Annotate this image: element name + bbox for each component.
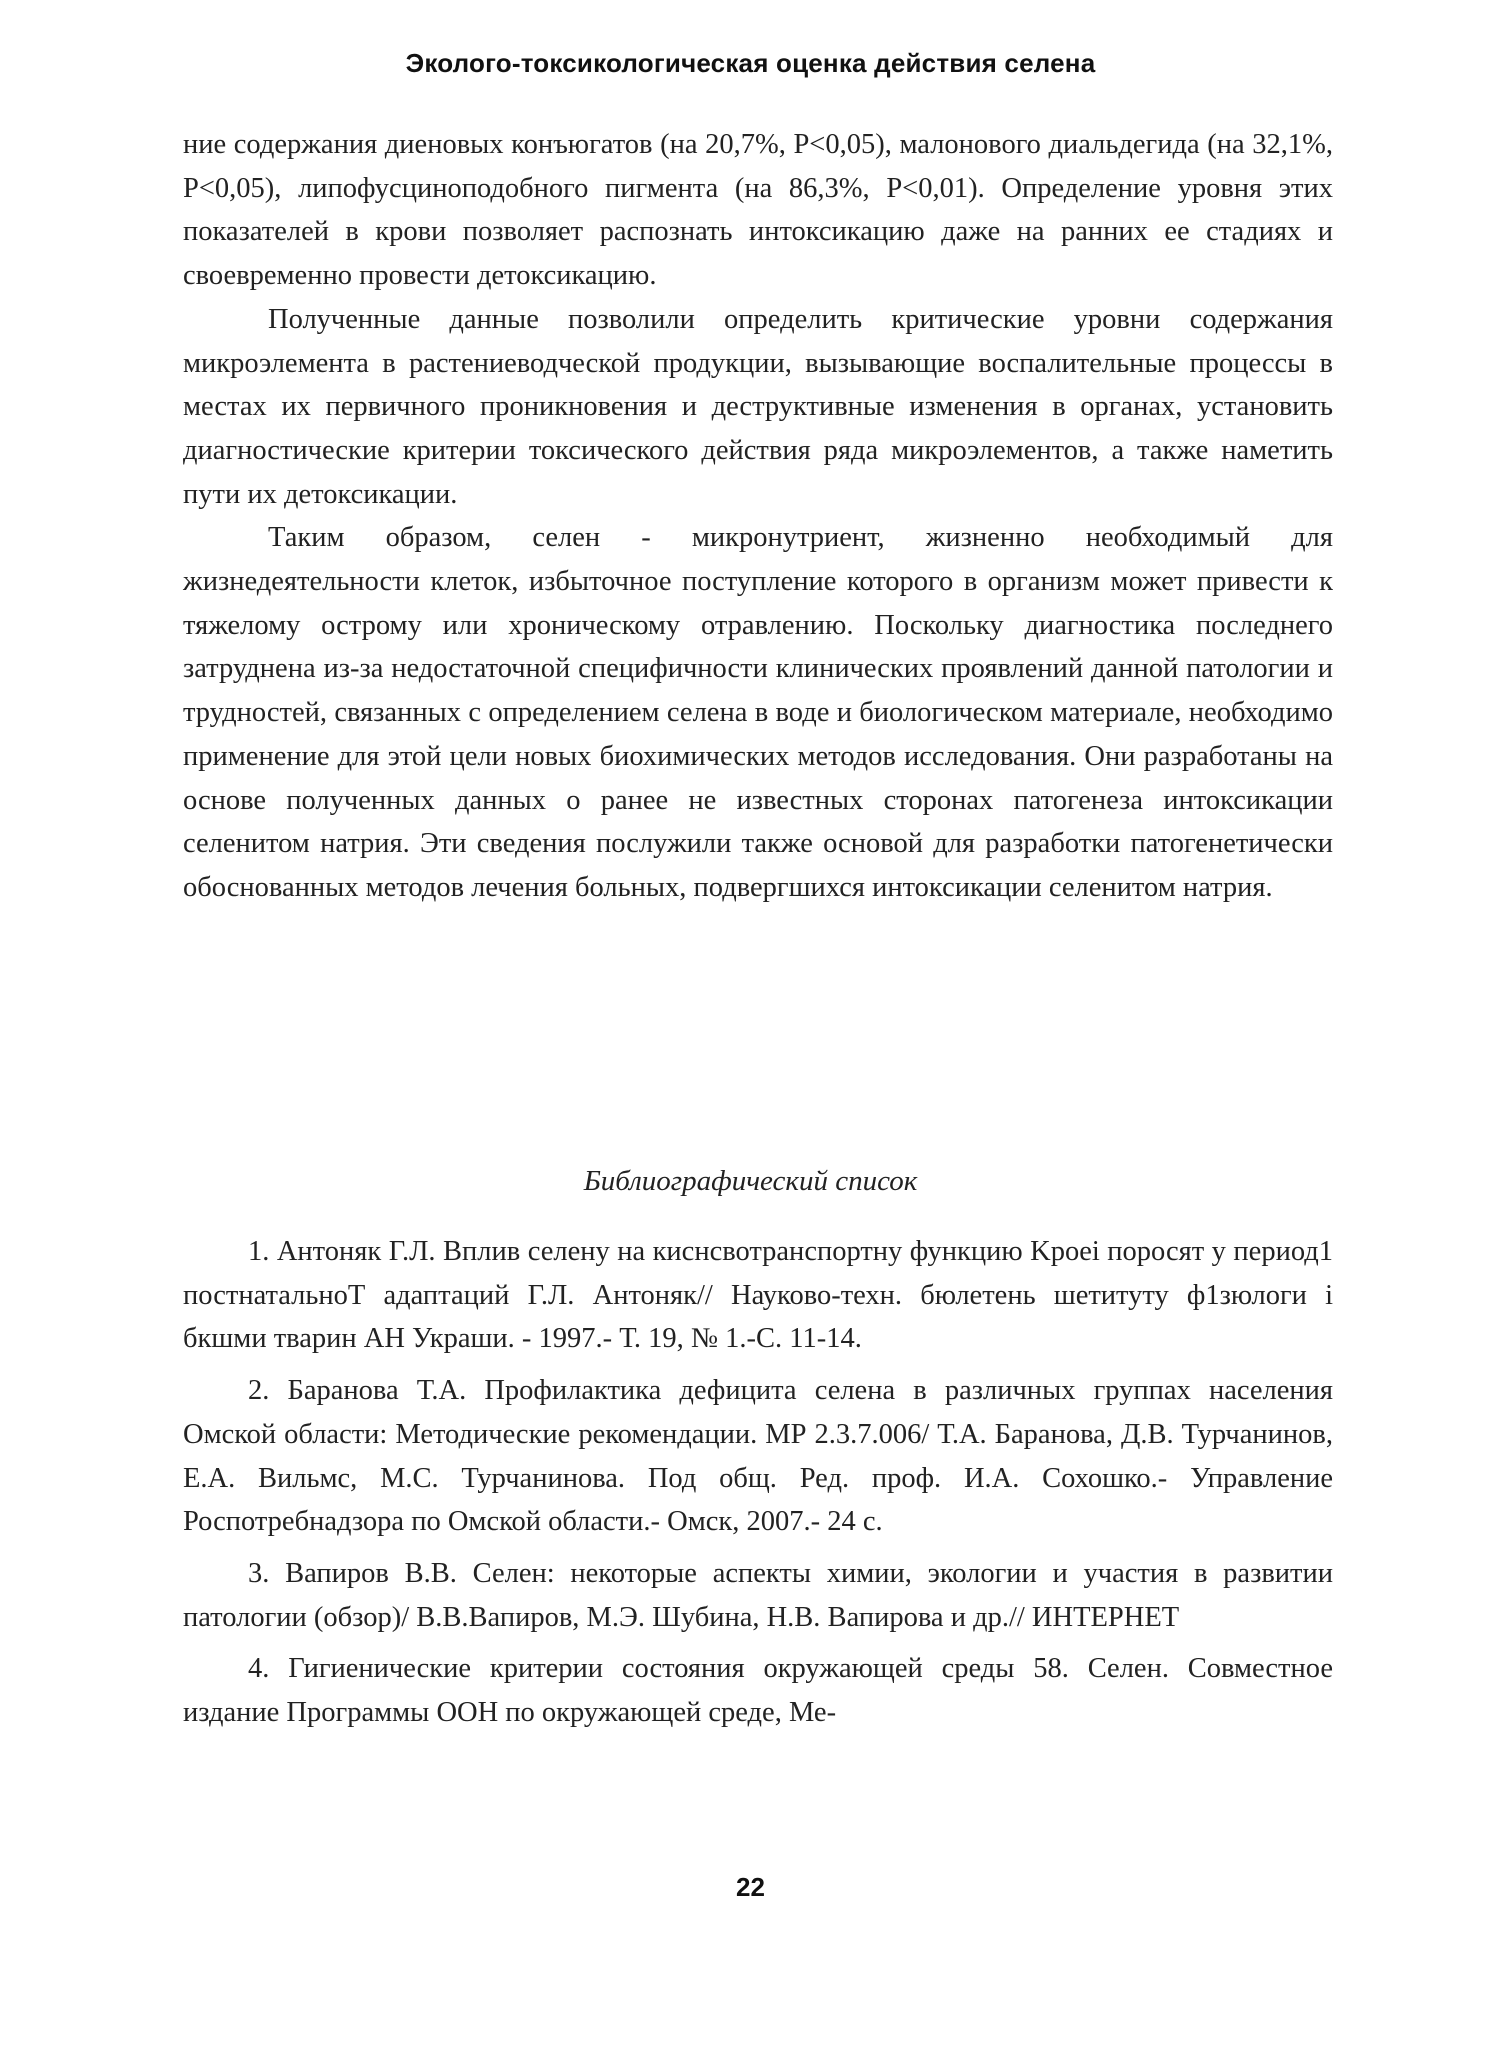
running-header: Эколого-токсикологическая оценка действия селена: [405, 48, 1096, 78]
paragraph-critical-levels: Полученные данные позволили определить критические уровни содержания микроэлемента в растениеводческой продукции, вызывающие воспалительные процессы в местах их первичного проникновения и деструктивные изменения в органах, установить диагностические критерии токсического действия ряда микроэлементов, а также наметить пути их детоксикации.: [183, 303, 1333, 510]
body-text: [183, 123, 1333, 910]
paragraph-conclusion: Таким образом, селен - микронутриент, жизненно необходимый для жизнедеятельности клеток, избыточное поступление которого в организм может привести к тяжелому острому или хроническому отравлению. Поскольку диагностика последнего затруднена из-за недостаточной специфичности клинических проявлений данной патологии и трудностей, связанных с определением селена в воде и биологическом материале, необходимо применение для этой цели новых биохимических методов исследования. Они разработаны на основе полученных данных о ранее не известных сторонах патогенеза интоксикации селенитом натрия. Эти сведения послужили также основой для разработки патогенетически обоснованных методов лечения больных, подвергшихся интоксикации селенитом натрия.: [183, 522, 1333, 903]
bibliography-item-4: 4. Гигиенические критерии состояния окружающей среды 58. Селен. Совместное издание Программы ООН по окружающей среде, Ме-: [183, 1653, 1333, 1729]
bibliography-item-1: 1. Антоняк Г.Л. Вплив селену на киснсвотранспортну функцию Kpoei поросят у период1 постнатальноТ адаптаций Г.Л. Антоняк// Науково-техн. бюлетень шетитуту ф1зюлоги i бкшми тварин АН Украши. - 1997.- Т. 19, № 1.-С. 11-14.: [183, 1236, 1333, 1355]
bibliography-list: [183, 1230, 1333, 1743]
bibliography-item-3: 3. Вапиров В.В. Селен: некоторые аспекты химии, экологии и участия в развитии патологии (обзор)/ В.В.Вапиров, М.Э. Шубина, Н.В. Вапирова и др.// ИНТЕРНЕТ: [183, 1557, 1333, 1633]
bibliography-title: Библиографический список: [583, 1165, 918, 1197]
page-number: 22: [736, 1872, 765, 1902]
bibliography-item-2: 2. Баранова Т.А. Профилактика дефицита селена в различных группах населения Омской области: Методические рекомендации. МР 2.3.7.006/ Т.А. Баранова, Д.В. Турчанинов, Е.А. Вильмс, М.С. Турчанинова. Под общ. Ред. проф. И.А. Сохошко.- Управление Роспотребнадзора по Омской области.- Омск, 2007.- 24 с.: [183, 1375, 1333, 1538]
paragraph-continuation: ние содержания диеновых конъюгатов (на 20,7%, P<0,05), малонового диальдегида (на 32,1%, P<0,05), липофусциноподобного пигмента (на 86,3%, P<0,01). Определение уровня этих показателей в крови позволяет распознать интоксикацию даже на ранних ее стадиях и своевременно провести детоксикацию.: [183, 129, 1333, 292]
